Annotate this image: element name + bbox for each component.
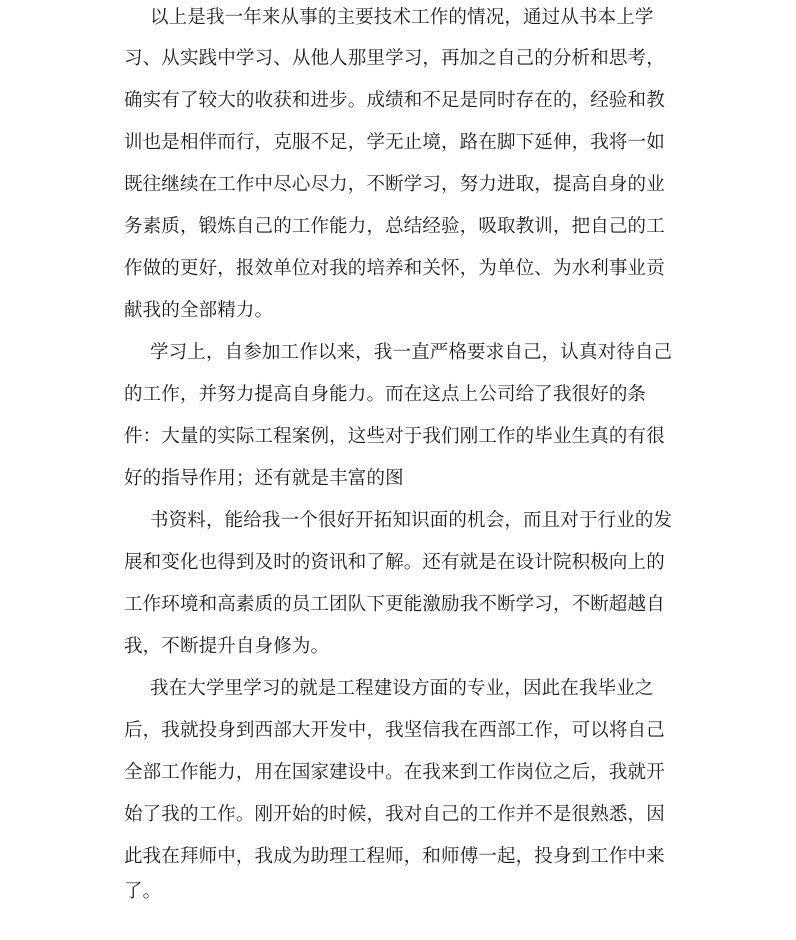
paragraph-4-line-4: 始了我的工作。刚开始的时候，我对自己的工作并不是很熟悉，因 (124, 804, 665, 825)
paragraph-1-line-4: 训也是相伴而行，克服不足，学无止境，路在脚下延伸，我将一如 (124, 132, 665, 153)
paragraph-1-line-3: 确实有了较大的收获和进步。成绩和不足是同时存在的，经验和教 (124, 90, 665, 111)
paragraph-4-line-3: 全部工作能力，用在国家建设中。在我来到工作岗位之后，我就开 (124, 762, 665, 783)
paragraph-4-line-2: 后，我就投身到西部大开发中，我坚信我在西部工作，可以将自己 (124, 720, 665, 741)
paragraph-1-line-2: 习、从实践中学习、从他人那里学习，再加之自己的分析和思考， (124, 48, 665, 69)
paragraph-4-line-5: 此我在拜师中，我成为助理工程师，和师傅一起，投身到工作中来 (124, 846, 665, 867)
paragraph-3-line-2: 展和变化也得到及时的资讯和了解。还有就是在设计院积极向上的 (124, 552, 665, 573)
paragraph-2-line-3: 件：大量的实际工程案例，这些对于我们刚工作的毕业生真的有很 (124, 426, 665, 447)
paragraph-2-line-4: 好的指导作用；还有就是丰富的图 (124, 468, 404, 489)
paragraph-1-line-1: 以上是我一年来从事的主要技术工作的情况，通过从书本上学 (150, 7, 654, 28)
paragraph-3-line-1: 书资料，能给我一个很好开拓知识面的机会，而且对于行业的发 (150, 510, 673, 531)
paragraph-3-line-3: 工作环境和高素质的员工团队下更能激励我不断学习，不断超越自 (124, 594, 665, 615)
paragraph-4-line-6: 了。 (124, 881, 162, 902)
paragraph-2-line-1: 学习上，自参加工作以来，我一直严格要求自己，认真对待自己 (150, 342, 673, 363)
paragraph-1-line-8: 献我的全部精力。 (124, 300, 274, 321)
paragraph-1-line-6: 务素质，锻炼自己的工作能力，总结经验，吸取教训，把自己的工 (124, 216, 665, 237)
paragraph-1-line-5: 既往继续在工作中尽心尽力，不断学习，努力进取，提高自身的业 (124, 174, 665, 195)
paragraph-2-line-2: 的工作，并努力提高自身能力。而在这点上公司给了我很好的条 (124, 384, 647, 405)
paragraph-4-line-1: 我在大学里学习的就是工程建设方面的专业，因此在我毕业之 (150, 678, 654, 699)
paragraph-3-line-4: 我，不断提升自身修为。 (124, 636, 330, 657)
paragraph-1-line-7: 作做的更好，报效单位对我的培养和关怀，为单位、为水利事业贡 (124, 258, 665, 279)
